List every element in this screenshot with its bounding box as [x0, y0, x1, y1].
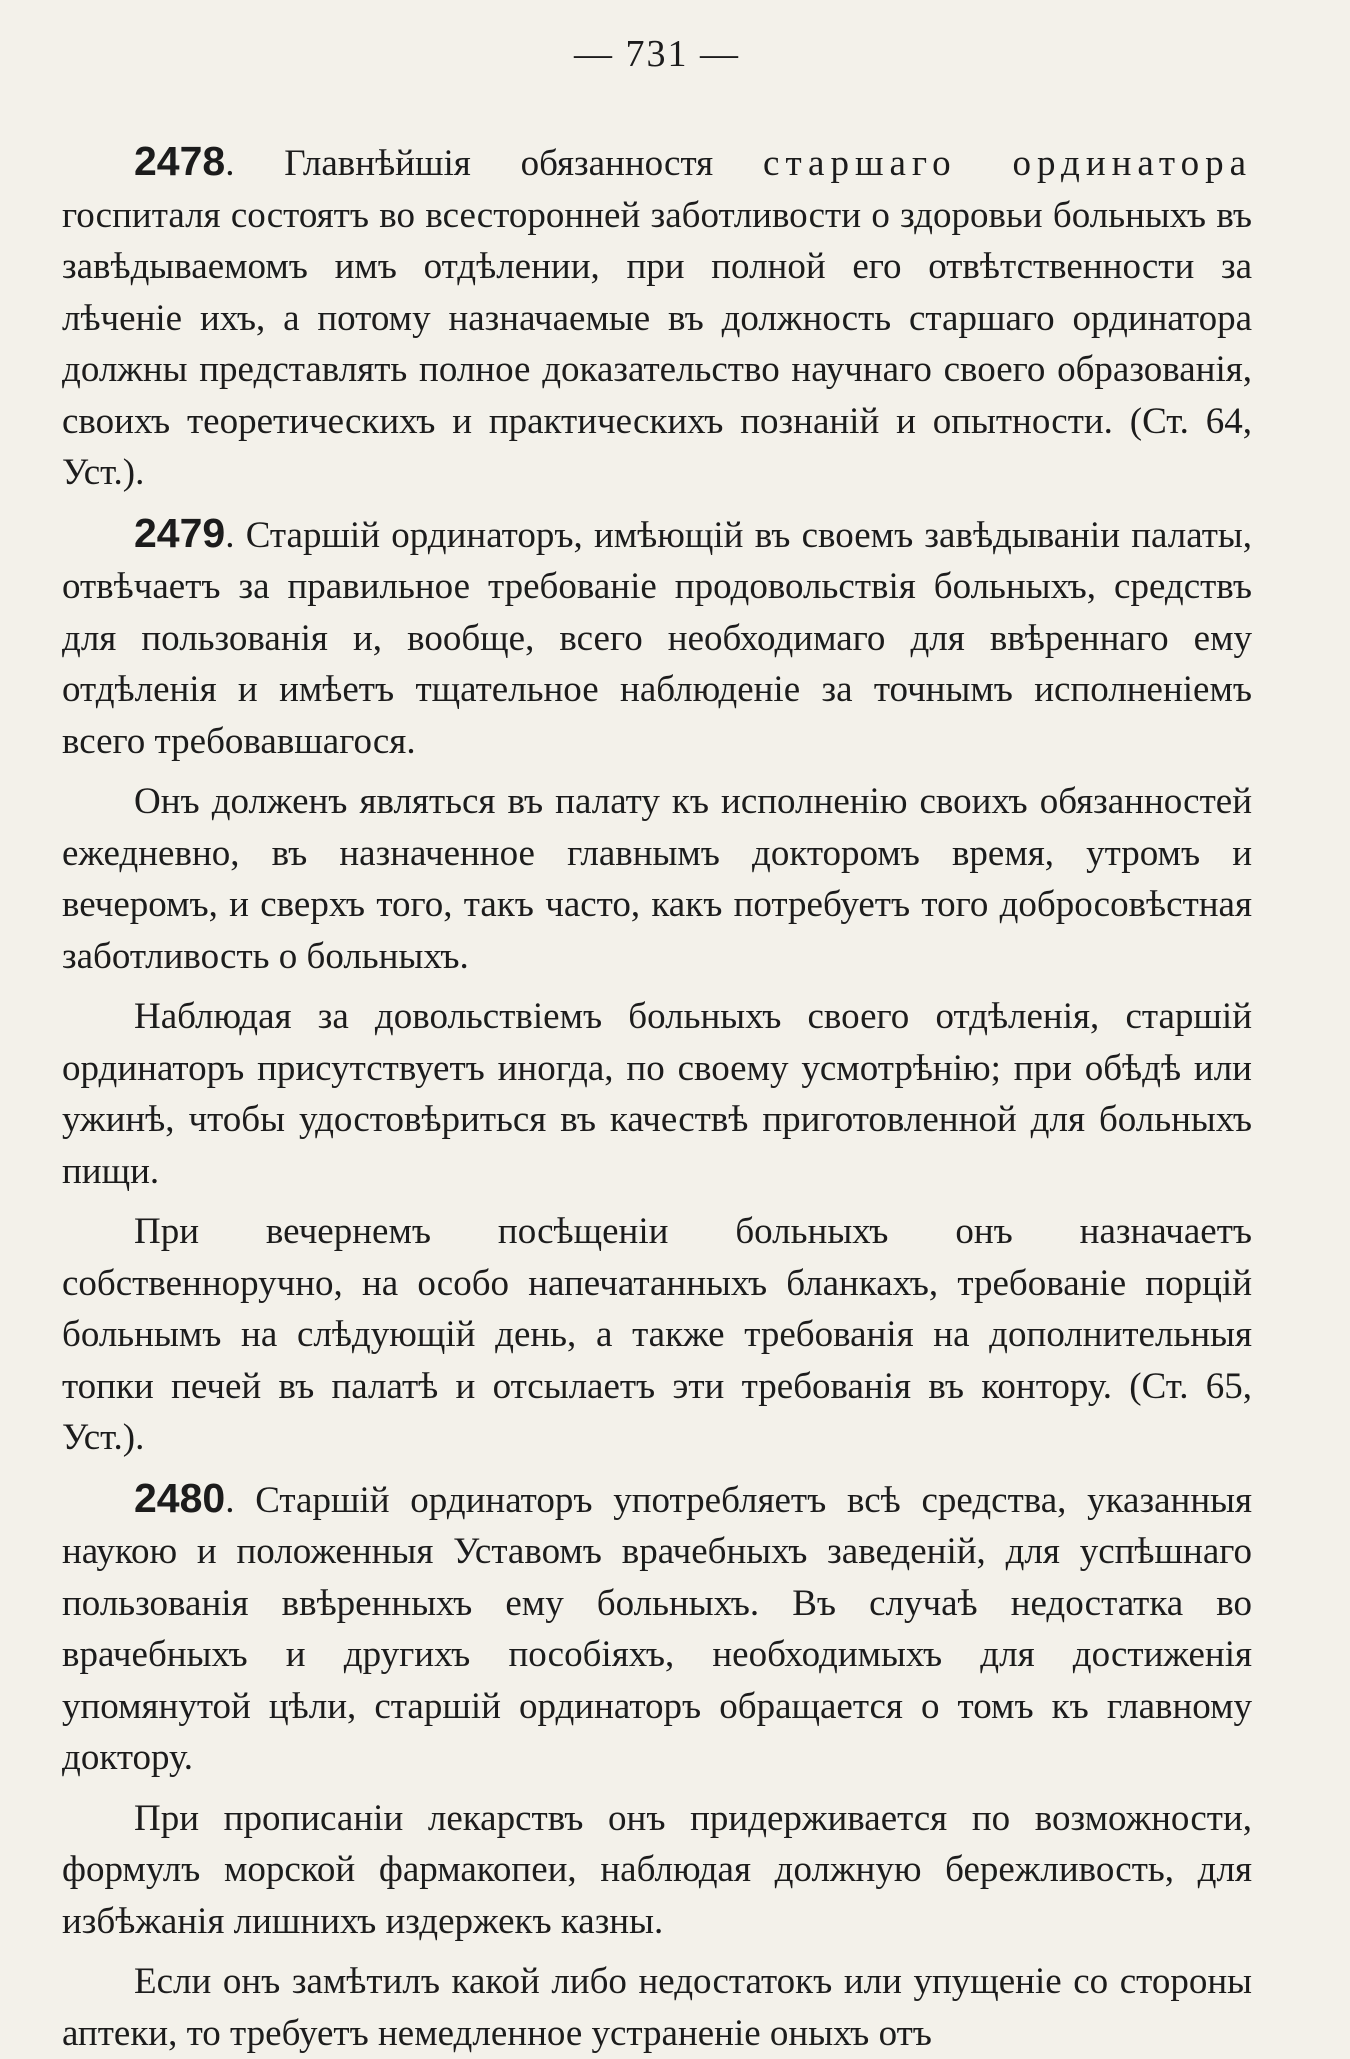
- paragraph-text: . Старшій ординаторъ, имѣющій въ своемъ завѣдываніи палаты, отвѣчаетъ за правильное требованіе продовольствія больныхъ, средствъ для пользованія и, вообще, всего необходимаго для ввѣреннаго ему отдѣленія и имѣетъ тщательное наблюденіе за точнымъ исполненіемъ всего требовавшагося.: [62, 515, 1252, 762]
- article-2478: [62, 136, 1252, 499]
- paragraph-spaced-term: старшаго ординатора: [763, 143, 1252, 184]
- article-number: 2478: [134, 138, 225, 184]
- article-number: 2479: [134, 510, 225, 556]
- article-paragraph: [62, 1473, 1252, 1784]
- article-paragraph: [62, 508, 1252, 768]
- paragraph-text: госпиталя состоятъ во всесторонней заботливости о здоровьи больныхъ въ завѣдываемомъ имъ отдѣлении, при полной его отвѣтственности за лѣченіе ихъ, а потому назначаемые въ должность старшаго ординатора должны представлять полное доказательство научнаго своего образованія, своихъ теоретическихъ и практическихъ познаній и опытности. (Ст. 64, Уст.).: [62, 195, 1252, 494]
- document-page: [62, 28, 1252, 2059]
- paragraph-text: . Старшій ординаторъ употребляетъ всѣ средства, указанныя наукою и положенныя Уставомъ врачебныхъ заведеній, для успѣшнаго пользованія ввѣренныхъ ему больныхъ. Въ случаѣ недостатка во врачебныхъ и другихъ пособіяхъ, необходимыхъ для достиженія упомянутой цѣли, старшій ординаторъ обращается о томъ къ главному доктору.: [62, 1480, 1252, 1779]
- article-paragraph: Наблюдая за довольствіемъ больныхъ своего отдѣленія, старшій ординаторъ присутствуетъ иногда, по своему усмотрѣнію; при обѣдѣ или ужинѣ, чтобы удостовѣриться въ качествѣ приготовленной для больныхъ пищи.: [62, 991, 1252, 1197]
- article-paragraph: При прописаніи лекарствъ онъ придерживается по возможности, формулъ морской фармакопеи, наблюдая должную бережливость, для избѣжанія лишнихъ издержекъ казны.: [62, 1793, 1252, 1948]
- article-paragraph: Если онъ замѣтилъ какой либо недостатокъ или упущеніе со стороны аптеки, то требуетъ немедленное устраненіе оныхъ отъ: [62, 1956, 1252, 2059]
- article-2479: [62, 508, 1252, 1464]
- article-paragraph: Онъ долженъ являться въ палату къ исполненію своихъ обязанностей ежедневно, въ назначенное главнымъ докторомъ время, утромъ и вечеромъ, и сверхъ того, такъ часто, какъ потребуетъ того добросовѣстная заботливость о больныхъ.: [62, 776, 1252, 982]
- article-2480: [62, 1473, 1252, 2059]
- page-number: — 731 —: [62, 28, 1252, 80]
- paragraph-lead: . Главнѣйшія обязанностя: [225, 143, 763, 184]
- article-number: 2480: [134, 1475, 225, 1521]
- article-paragraph: [62, 136, 1252, 499]
- article-paragraph: При вечернемъ посѣщеніи больныхъ онъ назначаетъ собственноручно, на особо напечатанныхъ бланкахъ, требованіе порцій больнымъ на слѣдующій день, а также требованія на дополнительныя топки печей въ палатѣ и отсылаетъ эти требованія въ контору. (Ст. 65, Уст.).: [62, 1206, 1252, 1464]
